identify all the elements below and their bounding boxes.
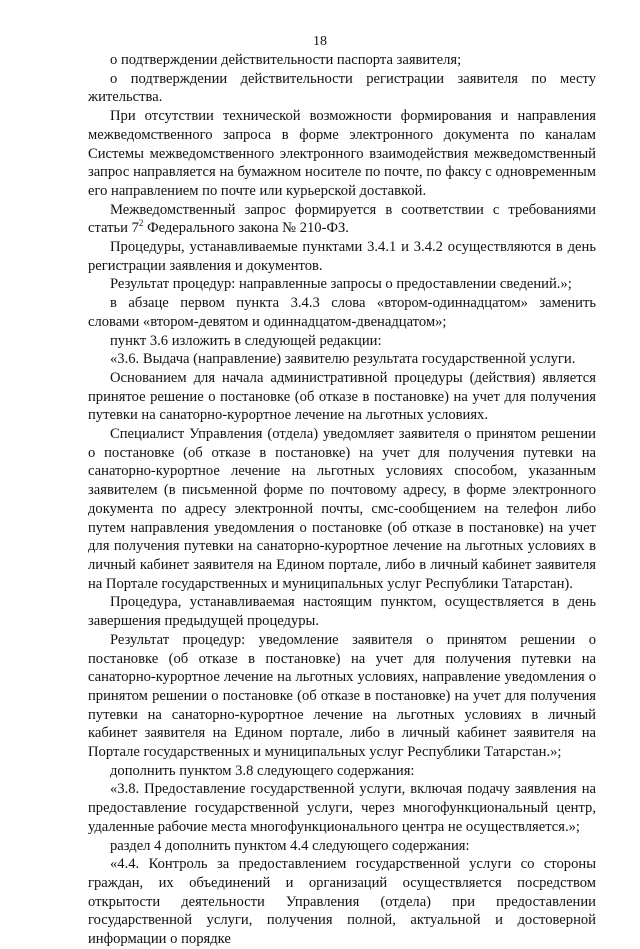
paragraph: «3.8. Предоставление государственной услуги, включая подачу заявления на предоставление государственной услуги, через многофункциональный центр, удаленные рабочие места многофункционального центра не осуществляется.»; [88,781,596,835]
paragraph: Результат процедур: уведомление заявителя о принятом решении о постановке (об отказе в постановке) на учет для получения путевки на санаторно-курортное лечение на льготных условиях, направление уведомления о принятом решении о постановке (об отказе в постановке) на учет для получения путевки на санаторно-курортное лечение на льготных условиях в личный кабинет заявителя на Едином портале, либо в личный кабинет заявителя на Портале государственных и муниципальных услуг Республики Татарстан.»; [88,631,596,761]
paragraph: «4.4. Контроль за предоставлением государственной услуги со стороны граждан, их объединений и организаций осуществляется посредством открытости деятельности Управления (отдела) при предоставлении государственной услуги, получения полной, актуальной и достоверной информации о порядке [88,856,596,948]
paragraph: Специалист Управления (отдела) уведомляет заявителя о принятом решении о постановке (об отказе в постановке) на учет для получения путевки на санаторно-курортное лечение на льготных условиях способом, указанным заявителем (в письменной форме по почтовому адресу, в форме электронного документа по адресу электронной почты, смс-сообщением на телефон либо путем направления уведомления о постановке (об отказе в постановке) на учет для получения путевки на санаторно-курортное лечение на льготных условиях в личный кабинет заявителя на Едином портале, либо в личный кабинет заявителя на Портале государственных и муниципальных услуг Республики Татарстан). [88,426,596,592]
paragraph: дополнить пунктом 3.8 следующего содержания: [110,762,415,779]
page-number: 18 [313,34,327,49]
paragraph: в абзаце первом пункта 3.4.3 слова «втором-одиннадцатом» заменить словами «втором-девятом и одиннадцатом-двенадцатом»; [88,295,596,330]
paragraph: Процедура, устанавливаемая настоящим пунктом, осуществляется в день завершения предыдущей процедуры. [88,594,596,630]
paragraph: пункт 3.6 изложить в следующей редакции: [110,332,382,349]
paragraph: «3.6. Выдача (направление) заявителю результата государственной услуги. [110,351,576,368]
paragraph: Основанием для начала административной процедуры (действия) является принятое решение о постановке (об отказе в постановке) на учет для получения путевки на санаторно-курортное лечение на льготных условиях. [88,369,596,424]
paragraph [88,201,596,238]
paragraph: Процедуры, устанавливаемые пунктами 3.4.1 и 3.4.2 осуществляются в день регистрации заявления и документов. [88,239,596,274]
body-text [88,51,596,949]
paragraph: раздел 4 дополнить пунктом 4.4 следующего содержания: [110,837,470,854]
paragraph: Результат процедур: направленные запросы о предоставлении сведений.»; [110,276,572,293]
paragraph-text: Межведомственный запрос формируется в соответствии с требованиями статьи 7 [88,201,596,237]
paragraph: При отсутствии технической возможности формирования и направления межведомственного запроса в форме электронного документа по каналам Системы межведомственного электронного взаимодействия межведомственный запрос направляется на бумажном носителе по почте, по факсу с одновременным его направлением по почте или курьерской доставкой. [88,108,596,199]
paragraph: о подтверждении действительности регистрации заявителя по месту жительства. [88,70,596,106]
superscript: 2 [138,218,144,229]
paragraph: о подтверждении действительности паспорта заявителя; [110,52,462,68]
paragraph-text: Федерального закона № 210-ФЗ. [143,220,349,237]
